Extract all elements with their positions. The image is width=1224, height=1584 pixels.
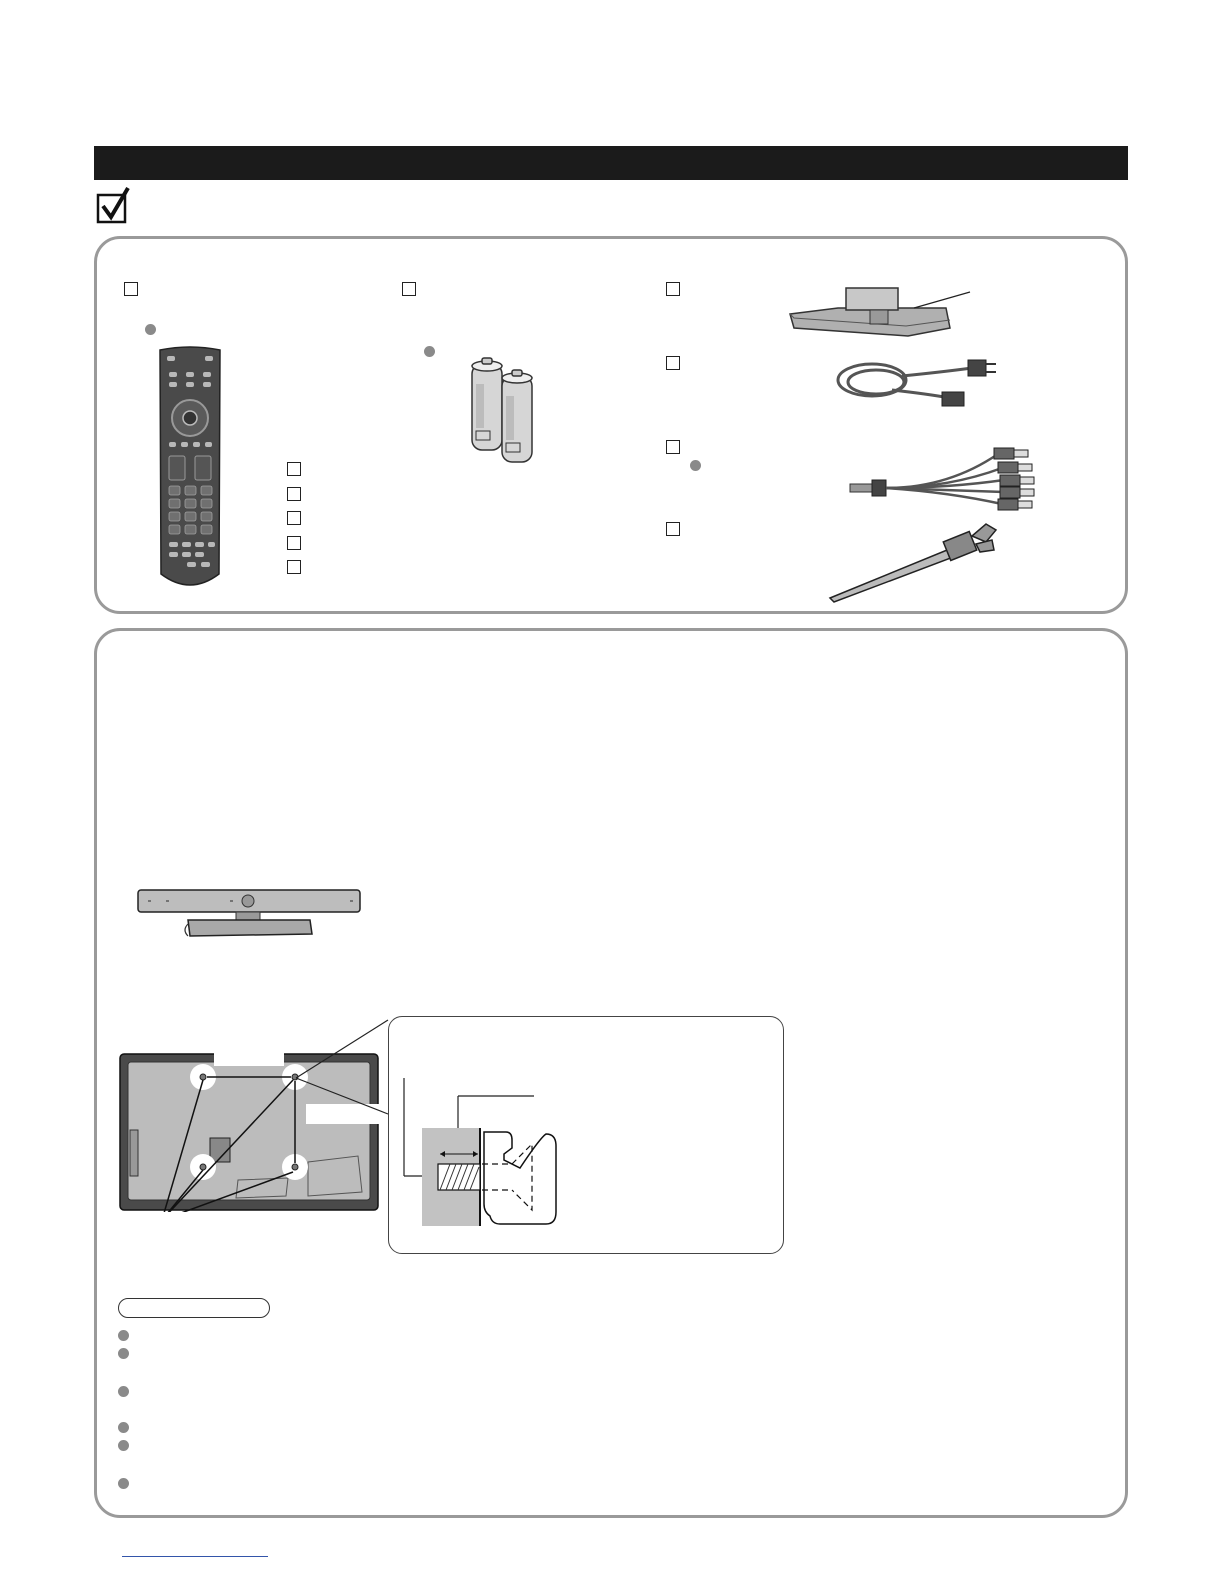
sub-item-checkbox-1[interactable]	[287, 462, 301, 476]
bullet-icon	[690, 460, 701, 471]
footer-link-underline[interactable]	[122, 1556, 268, 1557]
ac-cord-checkbox[interactable]	[666, 356, 680, 370]
ac-cord-image	[832, 354, 1000, 410]
pedestal-checkbox[interactable]	[666, 282, 680, 296]
remote-control-image	[155, 346, 225, 592]
wall-bracket-screw-diagram	[400, 1076, 580, 1226]
bullet-icon	[118, 1348, 129, 1359]
bullet-icon	[118, 1386, 129, 1397]
bullet-icon	[118, 1422, 129, 1433]
bullet-icon	[118, 1478, 129, 1489]
remote-control-checkbox[interactable]	[124, 282, 138, 296]
av-cable-image	[848, 446, 1044, 514]
batteries-image	[468, 356, 538, 464]
sub-item-checkbox-2[interactable]	[287, 487, 301, 501]
callout-pointer	[290, 1016, 400, 1116]
checkbox-checked-icon	[96, 186, 136, 226]
av-cable-checkbox[interactable]	[666, 440, 680, 454]
bullet-icon	[145, 324, 156, 335]
note-label-pill	[118, 1298, 270, 1318]
pedestal-stand-image	[786, 284, 976, 340]
section-header-bar	[94, 146, 1128, 180]
batteries-checkbox[interactable]	[402, 282, 416, 296]
sub-item-checkbox-3[interactable]	[287, 511, 301, 525]
bullet-icon	[424, 346, 435, 357]
sub-item-checkbox-4[interactable]	[287, 536, 301, 550]
cable-tie-image	[826, 522, 1002, 604]
tv-on-stand-image	[136, 888, 362, 940]
bullet-icon	[118, 1440, 129, 1451]
cable-tie-checkbox[interactable]	[666, 522, 680, 536]
bullet-icon	[118, 1330, 129, 1341]
sub-item-checkbox-5[interactable]	[287, 560, 301, 574]
